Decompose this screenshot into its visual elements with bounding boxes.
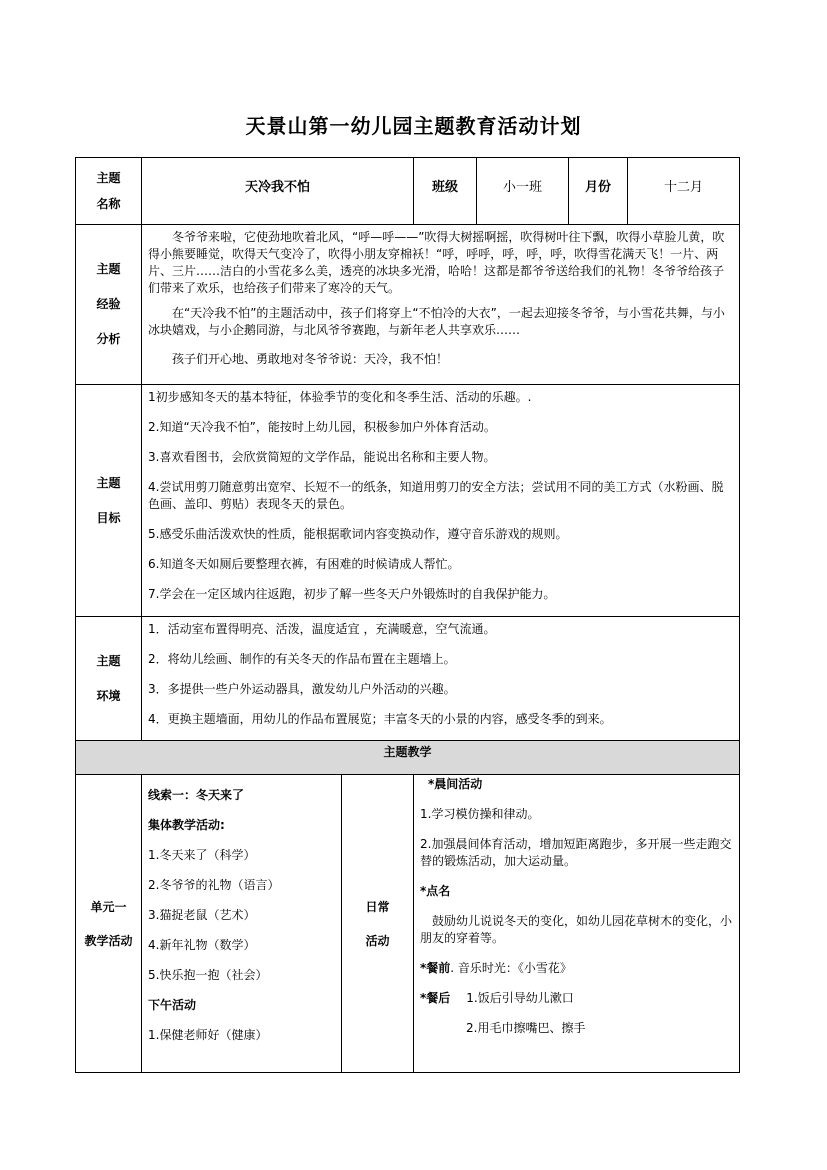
class-label: 班级	[414, 158, 477, 225]
morning-item: 2.加强晨间体育活动，增加短距离跑步，多开展一些走跑交替的锻炼活动，加大运动量。	[420, 837, 732, 868]
environment-label	[76, 617, 142, 741]
class-value: 小一班	[477, 158, 569, 225]
theme-name-label	[76, 158, 142, 225]
goal-item: 2.知道“天冷我不怕”，能按时上幼儿园，积极参加户外体育活动。	[148, 420, 496, 434]
experience-paragraph: 在“天冷我不怕”的主题活动中，孩子们将穿上“不怕冷的大衣”，一起去迎接冬爷爷，与小雪花共舞，与小冰块嬉戏，与小企鹅同游，与北风爷爷赛跑，与新年老人共享欢乐……	[148, 306, 725, 337]
label-line: 分析	[96, 332, 121, 346]
unit-label	[76, 775, 142, 1073]
experience-label	[76, 225, 142, 385]
environment-item: 1．活动室布置得明亮、活泼，温度适宜 ，充满暖意，空气流通。	[148, 622, 496, 636]
environment-item: 3．多提供一些户外运动器具，激发幼儿户外活动的兴趣。	[148, 682, 456, 696]
group-activity-item: 5.快乐抱一抱（社会）	[148, 968, 268, 982]
label-line: 单元一	[90, 899, 127, 914]
label-line: 日常	[365, 899, 390, 914]
goals-label	[76, 385, 142, 617]
unit-content	[142, 775, 342, 1073]
document-title: 天景山第一幼儿园主题教育活动计划	[245, 114, 582, 138]
daily-content	[414, 775, 740, 1073]
before-meal-title: *餐前	[420, 961, 451, 975]
unit-row	[76, 775, 740, 1073]
experience-content	[142, 225, 740, 385]
month-value: 十二月	[628, 158, 740, 225]
afternoon-title: 下午活动	[148, 998, 197, 1012]
goal-item: 1初步感知冬天的基本特征，体验季节的变化和冬季生活、活动的乐趣。.	[148, 390, 532, 404]
label-line: 名称	[96, 197, 121, 211]
teaching-header: 主题教学	[76, 741, 740, 775]
experience-row	[76, 225, 740, 385]
after-meal	[420, 990, 733, 1007]
label-line: 主题	[96, 653, 121, 668]
label-line: 环境	[96, 688, 121, 703]
morning-item: 1.学习模仿操和律动。	[420, 807, 540, 821]
theme-name-row	[76, 158, 740, 225]
label-line: 活动	[365, 933, 390, 948]
label-line: 主题	[96, 262, 121, 276]
goal-item: 7.学会在一定区域内往返跑，初步了解一些冬天户外锻炼时的自我保护能力。	[148, 587, 556, 601]
group-activity-item: 2.冬爷爷的礼物（语言）	[148, 878, 280, 892]
environment-row	[76, 617, 740, 741]
environment-content	[142, 617, 740, 741]
theme-name-value: 天冷我不怕	[142, 158, 414, 225]
group-activity-item: 3.猫捉老鼠（艺术）	[148, 908, 256, 922]
experience-paragraph: 冬爷爷来啦，它使劲地吹着北风，“呼—呼——”吹得大树摇啊摇，吹得树叶往下飘，吹得小草脸儿黄，吹得小熊要睡觉，吹得天气变冷了，吹得小朋友穿棉袄！“呼，呼呼，呼，呼，呼，吹得雪花满天飞！一片、两片、三片……洁白的小雪花多么美，透亮的冰块多光滑，哈哈！这都是都爷爷送给我们的礼物！冬爷爷给孩子们带来了欢乐，也给孩子们带来了寒冷的天气。	[148, 230, 725, 295]
clue-title: 线索一：冬天来了	[148, 788, 245, 802]
before-meal-text: . 音乐时光：《小雪花》	[450, 961, 572, 975]
after-meal-title: *餐后	[420, 991, 451, 1005]
rollcall-text: 鼓励幼儿说说冬天的变化，如幼儿园花草树木的变化，小朋友的穿着等。	[420, 914, 733, 945]
label-line: 目标	[96, 510, 121, 525]
goal-item: 4.尝试用剪刀随意剪出宽窄、长短不一的纸条，知道用剪刀的安全方法；尝试用不同的美工方式（水粉画、脱色画、盖印、剪贴）表现冬天的景色。	[148, 480, 724, 511]
before-meal	[420, 960, 733, 977]
goals-row	[76, 385, 740, 617]
afternoon-item: 1.保健老师好（健康）	[148, 1028, 268, 1042]
label-line: 主题	[96, 475, 121, 490]
group-activity-item: 4.新年礼物（数学）	[148, 938, 256, 952]
experience-paragraph: 孩子们开心地、勇敢地对冬爷爷说：天冷，我不怕！	[172, 352, 449, 366]
goal-item: 6.知道冬天如厕后要整理衣裤，有困难的时候请成人帮忙。	[148, 557, 460, 571]
teaching-header-row	[76, 741, 740, 775]
after-meal-item: 1.饭后引导幼儿漱口	[466, 991, 574, 1005]
daily-label	[342, 775, 414, 1073]
environment-item: 4．更换主题墙面，用幼儿的作品布置展览；丰富冬天的小景的内容，感受冬季的到来。	[148, 712, 612, 726]
plan-table	[75, 157, 740, 1073]
after-meal-item: 2.用毛巾擦嘴巴、擦手	[466, 1021, 586, 1035]
label-line: 教学活动	[84, 933, 133, 948]
label-line: 主题	[96, 171, 121, 185]
morning-title: *晨间活动	[428, 777, 483, 791]
goal-item: 3.喜欢看图书，会欣赏简短的文学作品，能说出名称和主要人物。	[148, 450, 496, 464]
goals-content	[142, 385, 740, 617]
rollcall-title: *点名	[420, 884, 451, 898]
group-activity-item: 1.冬天来了（科学）	[148, 848, 256, 862]
month-label: 月份	[569, 158, 628, 225]
environment-item: 2．将幼儿绘画、制作的有关冬天的作品布置在主题墙上。	[148, 652, 456, 666]
goal-item: 5.感受乐曲活泼欢快的性质，能根据歌词内容变换动作，遵守音乐游戏的规则。	[148, 527, 568, 541]
group-activity-title: 集体教学活动:	[148, 818, 225, 832]
label-line: 经验	[96, 297, 121, 311]
